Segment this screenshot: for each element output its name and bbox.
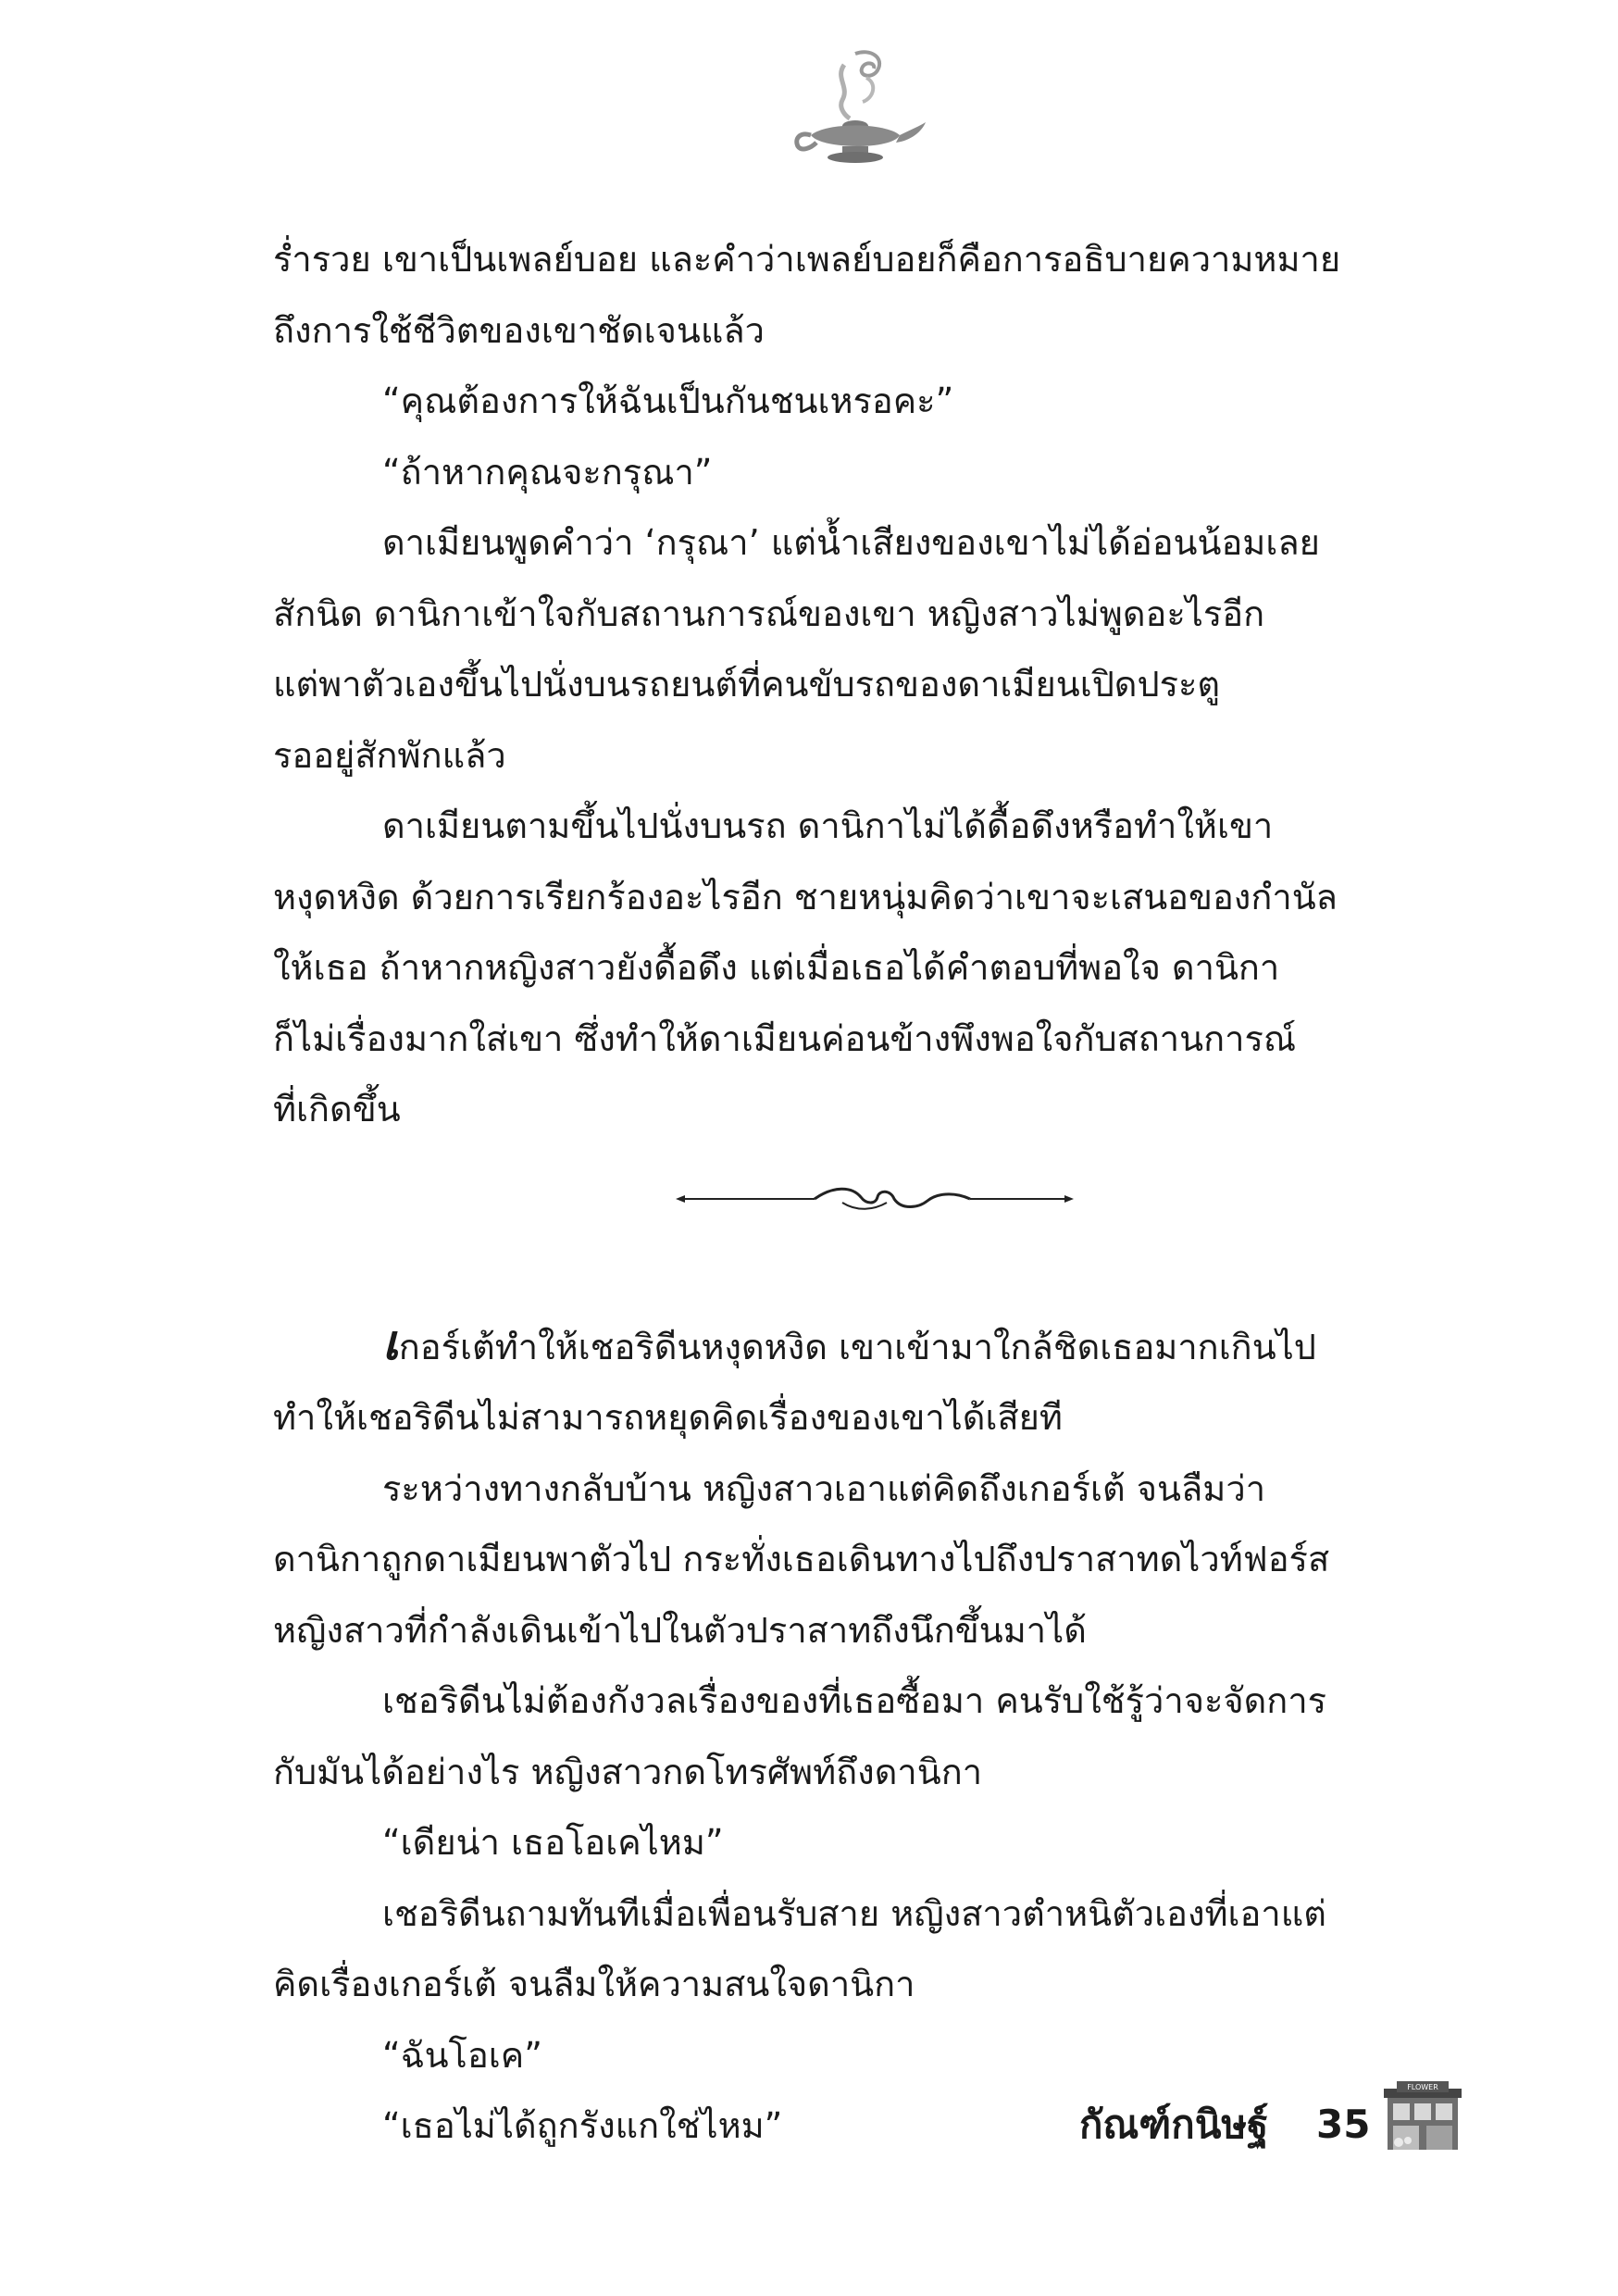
text-line: แต่พาตัวเองขึ้นไปนั่งบนรถยนต์ที่คนขับรถของดาเมียนเปิดประตู [273, 664, 1221, 705]
text-line: “เธอไม่ได้ถูกรังแกใช่ไหม” [382, 2105, 783, 2146]
text-line: รออยู่สักพักแล้ว [273, 734, 506, 776]
paragraph [273, 1807, 1458, 1878]
text-line: สักนิด ดานิกาเข้าใจกับสถานการณ์ของเขา หญิงสาวไม่พูดอะไรอีก [273, 593, 1265, 634]
dropcap-indent [273, 1327, 382, 1367]
paragraph [273, 1454, 1458, 1666]
text-line: กอร์เต้ทำให้เชอริดีนหงุดหงิด เขาเข้ามาใกล้ชิดเธอมากเกินไป [398, 1326, 1316, 1367]
paragraph [273, 437, 1458, 508]
text-line: คิดเรื่องเกอร์เต้ จนลืมให้ความสนใจดานิกา [273, 1964, 915, 2004]
text-line: “เดียน่า เธอโอเคไหม” [382, 1822, 724, 1863]
text-line: ระหว่างทางกลับบ้าน หญิงสาวเอาแต่คิดถึงเกอร์เต้ จนลืมว่า [382, 1467, 1266, 1509]
dropcap-paragraph [273, 1308, 1458, 1454]
text-line: “ฉันโอเค” [382, 2034, 542, 2076]
book-title: กัณฑ์กนิษฐ์ [1079, 2102, 1269, 2147]
text-line: ทำให้เชอริดีนไม่สามารถหยุดคิดเรื่องของเขาได้เสียที [273, 1397, 1063, 1438]
text-line: ก็ไม่เรื่องมากใส่เขา ซึ่งทำให้ดาเมียนค่อนข้างพึงพอใจกับสถานการณ์ [273, 1017, 1297, 1059]
flower-shop-icon [1384, 2081, 1462, 2152]
text-line: ดาเมียนตามขึ้นไปนั่งบนรถ ดานิกาไม่ได้ดื้อดึงหรือทำให้เขา [382, 805, 1274, 846]
paragraph [273, 224, 1458, 366]
text-line: ถึงการใช้ชีวิตของเขาชัดเจนแล้ว [273, 309, 765, 351]
paragraph [273, 366, 1458, 437]
text-line: หงุดหงิด ด้วยการเรียกร้องอะไรอีก ชายหนุ่มคิดว่าเขาจะเสนอของกำนัล [273, 876, 1338, 917]
text-line: ให้เธอ ถ้าหากหญิงสาวยังดื้อดึง แต่เมื่อเธอได้คำตอบที่พอใจ ดานิกา [273, 947, 1280, 988]
drop-cap: เ [382, 1315, 399, 1371]
page-number: 35 [1316, 2102, 1371, 2147]
paragraph [273, 1878, 1458, 2020]
text-line: ดานิกาถูกดาเมียนพาตัวไป กระทั่งเธอเดินทางไปถึงปราสาทดไวท์ฟอร์ส [273, 1539, 1330, 1579]
text-line: “ถ้าหากคุณจะกรุณา” [382, 451, 713, 493]
section-one [273, 224, 1458, 1145]
section-two [273, 1454, 1458, 2162]
page-body [273, 224, 1458, 2162]
text-line: ที่เกิดขึ้น [273, 1089, 401, 1129]
text-line: ร่ำรวย เขาเป็นเพลย์บอย และคำว่าเพลย์บอยก็คือการอธิบายความหมาย [273, 239, 1341, 280]
genie-lamp-icon [789, 46, 927, 167]
text-line: เชอริดีนถามทันทีเมื่อเพื่อนรับสาย หญิงสาวตำหนิตัวเองที่เอาแต่ [382, 1892, 1326, 1934]
paragraph [273, 1666, 1458, 1807]
text-line: กับมันได้อย่างไร หญิงสาวกดโทรศัพท์ถึงดานิกา [273, 1751, 983, 1792]
paragraph [273, 2090, 1458, 2162]
paragraph [273, 507, 1458, 791]
paragraph [273, 791, 1458, 1145]
shop-sign: FLOWER [1407, 2083, 1438, 2091]
text-line: “คุณต้องการให้ฉันเป็นกันชนเหรอคะ” [382, 381, 954, 421]
section-divider-ornament [676, 1180, 1074, 1217]
section-divider-wrap [273, 1145, 1458, 1308]
text-line: หญิงสาวที่กำลังเดินเข้าไปในตัวปราสาทถึงนึกขึ้นมาได้ [273, 1609, 1087, 1651]
text-line: เชอริดีนไม่ต้องกังวลเรื่องของที่เธอซื้อมา คนรับใช้รู้ว่าจะจัดการ [382, 1680, 1327, 1721]
paragraph [273, 2020, 1458, 2091]
text-line: ดาเมียนพูดคำว่า ‘กรุณา’ แต่น้ำเสียงของเขาไม่ได้อ่อนน้อมเลย [382, 522, 1320, 563]
